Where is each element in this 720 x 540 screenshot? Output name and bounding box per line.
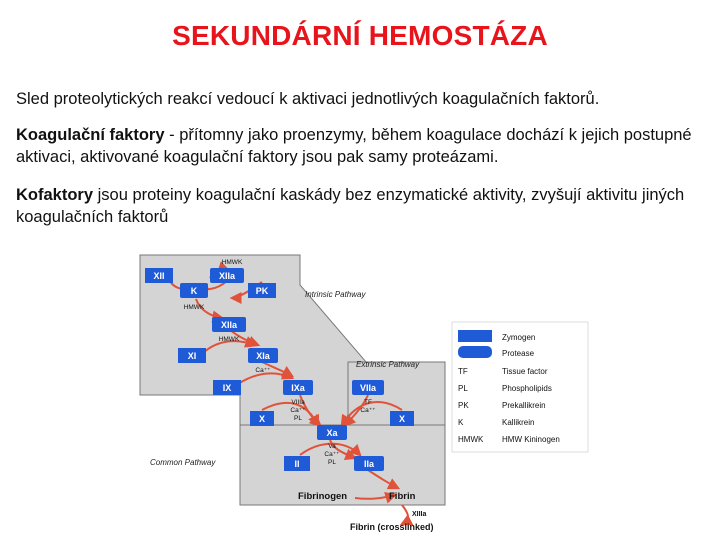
common-pathway-label: Common Pathway [150,458,216,467]
legend-pk-label: Prekallikrein [502,401,546,410]
term-coagulation-factors: Koagulační faktory [16,126,165,144]
prekallikrein-label: PK [255,286,269,296]
legend-zymogen-swatch [458,330,492,342]
legend-protease-label: Protease [502,349,535,358]
fibrin-crosslinked-label: Fibrin (crosslinked) [350,522,434,532]
pl-viiia-annotation: PL [294,415,302,422]
fibrin-label: Fibrin [389,491,416,502]
ca-va-annotation: Ca⁺⁺ [324,451,340,458]
legend-tf-label: Tissue factor [502,367,548,376]
factor-viia-label: VIIa [359,383,377,393]
legend-hmwk-label: HMW Kininogen [502,435,560,444]
paragraph-sequence-text: Sled proteolytických reakcí vedoucí k aktivaci jednotlivých koagulačních faktorů. [16,90,600,108]
factor-xa-label: Xa [326,428,338,438]
intrinsic-pathway-label: Intrinsic Pathway [305,290,366,299]
factor-iia-label: IIa [363,459,375,469]
factor-xiia-mid-label: XIIa [220,320,238,330]
legend [452,322,588,452]
extrinsic-pathway-label: Extrinsic Pathway [356,360,420,369]
legend-pl-label: Phospholipids [502,384,552,393]
legend-tf-key: TF [458,367,468,376]
page-title: SEKUNDÁRNÍ HEMOSTÁZA [172,20,548,51]
factor-xiia-top-label: XIIa [218,271,236,281]
factor-xii-label: XII [153,271,165,281]
va-annotation: Va [328,443,336,450]
factor-ix-label: IX [222,383,232,393]
hmwk-top-annotation: HMWK [221,259,243,266]
xiiia-annotation: XIIIa [412,511,427,518]
factor-xi-label: XI [187,351,197,361]
paragraph-cofactors-text: jsou proteiny koagulační kaskády bez enzymatické aktivity, zvyšují aktivitu jiných koagulačních faktorů [16,186,685,226]
tf-annotation: TF [364,399,372,406]
legend-k-label: Kallikrein [502,418,535,427]
kallikrein-label: K [190,286,198,296]
legend-protease-swatch [458,346,492,358]
factor-ixa-label: IXa [291,383,305,393]
legend-k-key: K [458,418,464,427]
factor-x-left-label: X [258,414,266,424]
legend-hmwk-key: HMWK [458,435,484,444]
viiia-annotation: VIIIa [291,399,305,406]
legend-zymogen-label: Zymogen [502,333,536,342]
ca-viiia-annotation: Ca⁺⁺ [290,407,306,414]
ca-tf-annotation: Ca⁺⁺ [360,407,376,414]
term-cofactors: Kofaktory [16,186,94,204]
factor-ii-label: II [294,459,300,469]
legend-pk-key: PK [458,401,469,410]
factor-x-right-label: X [398,414,406,424]
hmwk-left-annotation: HMWK [183,304,205,311]
paragraph-coagulation-factors-text: - přítomny jako proenzymy, během koagulace dochází k jejich postupné aktivaci, aktivované koagulační faktory jsou pak samy proteázami. [16,126,692,166]
pl-va-annotation: PL [328,459,336,466]
ca-xia-annotation: Ca⁺⁺ [255,367,271,374]
hmwk-mid-annotation: HMWK [218,336,240,343]
fibrinogen-label: Fibrinogen [298,491,348,502]
legend-pl-key: PL [458,384,468,393]
factor-xia-label: XIa [256,351,270,361]
